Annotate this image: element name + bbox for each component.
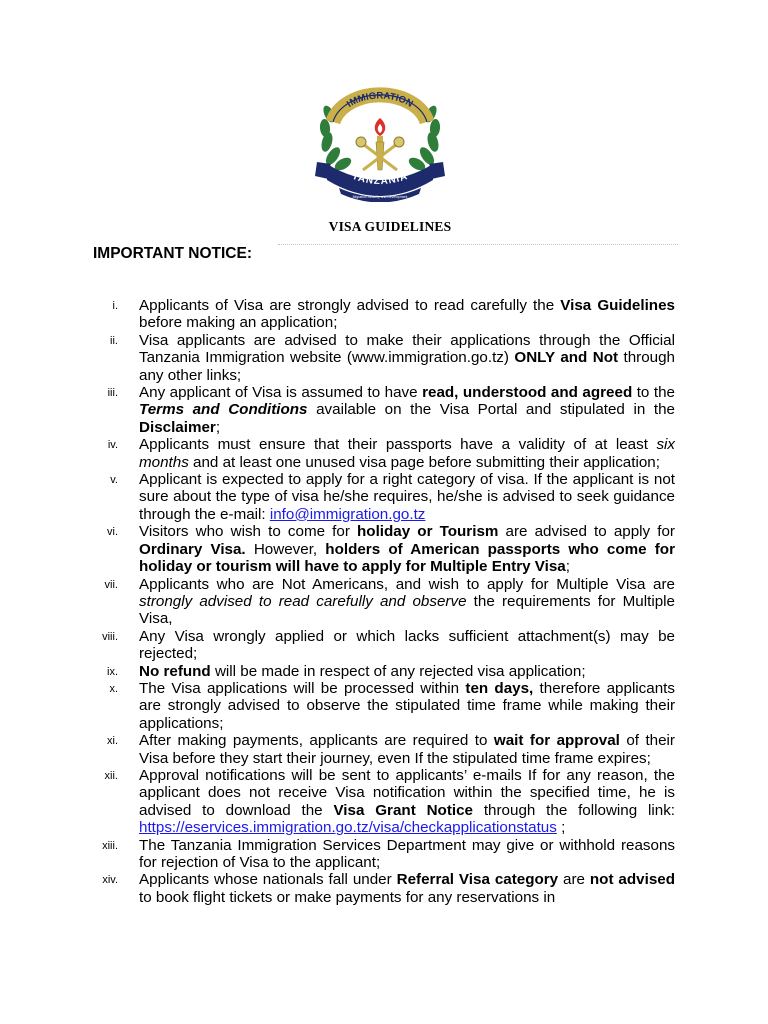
document-title: VISA GUIDELINES: [328, 219, 452, 234]
item-text: [139, 837, 675, 872]
item-marker: xi.: [107, 735, 118, 748]
text-run: are: [558, 871, 590, 889]
guideline-item: [0, 732, 768, 767]
bold-text: Disclaimer: [139, 418, 216, 436]
bold-text: Ordinary Visa.: [139, 540, 246, 558]
item-text: [139, 871, 675, 906]
item-text: [139, 297, 675, 332]
text-run: ;: [556, 819, 566, 837]
bold-text: ONLY and Not: [514, 349, 619, 367]
guideline-item: [0, 628, 768, 663]
italic-text: strongly advised to read carefully and observe: [139, 592, 467, 610]
item-marker: ix.: [107, 665, 118, 678]
text-run: therefore applicants are strongly advised to observe the stipulated time frame while making their applications;: [139, 679, 675, 732]
emblem-banner-text: TANZANIA: [350, 170, 410, 188]
bold-text: No refund: [139, 662, 211, 680]
text-run: will be made in respect of any rejected visa application;: [210, 662, 586, 680]
bold-text: holiday or Tourism: [357, 523, 499, 541]
text-run: and at least one unused visa page before submitting their application;: [188, 453, 660, 471]
text-run: Applicant is expected to apply for a right category of visa. If the applicant is not sure about the type of visa he/she requires, he/she is advised to seek guidance through the e-mail:: [139, 471, 675, 523]
italic-text: six months: [139, 436, 675, 471]
text-run: The Tanzania Immigration Services Department may give or withhold reasons for rejection of Visa to the applicant;: [139, 836, 675, 871]
guideline-item: [0, 663, 768, 680]
text-run: through the following link:: [473, 801, 676, 819]
text-run: to book flight tickets or make payments for any reservations in: [139, 888, 556, 906]
torch-icon: [375, 118, 386, 170]
item-marker: viii.: [102, 630, 118, 643]
text-run: before making an application;: [139, 314, 338, 332]
item-text: [139, 576, 675, 628]
guideline-item: [0, 471, 768, 523]
guideline-item: [0, 837, 768, 872]
text-run: The Visa applications will be processed within: [139, 679, 466, 697]
item-marker: xii.: [104, 769, 118, 782]
text-run: Visitors who wish to come for: [139, 523, 358, 541]
text-run: through any other links;: [139, 349, 675, 384]
item-text: [139, 523, 675, 575]
bold-text: read, understood and agreed: [422, 384, 633, 402]
item-text: [139, 471, 675, 523]
text-run: Visa applicants are advised to make their applications through the Official Tanzania Immigration website (www.immigration.go.tz): [139, 331, 675, 367]
bold-text: Visa Grant Notice: [333, 801, 473, 819]
item-marker: iii.: [107, 387, 118, 400]
guideline-item: [0, 523, 768, 575]
text-run: ;: [215, 418, 221, 436]
notice-heading: IMPORTANT NOTICE:: [93, 245, 253, 262]
item-text: [139, 384, 675, 436]
bold-text: holders of American passports who come for holiday or tourism will have to apply for Multiple Entry Visa: [139, 540, 675, 576]
guideline-item: [0, 297, 768, 332]
item-text: [139, 332, 675, 384]
immigration-tanzania-emblem: [303, 84, 457, 202]
guideline-item: [0, 767, 768, 837]
bold-italic-text: Terms and Conditions: [139, 401, 308, 419]
item-marker: v.: [110, 474, 118, 487]
text-run: Applicants whose nationals fall under: [139, 871, 397, 889]
text-run: to the: [632, 384, 675, 402]
text-run: However,: [245, 540, 326, 558]
bold-text: ten days,: [465, 679, 534, 697]
emblem-motto-text: Migration Security and Development: [352, 195, 408, 199]
item-text: [139, 680, 675, 732]
guideline-item: [0, 436, 768, 471]
text-run: After making payments, applicants are required to: [139, 732, 494, 750]
guideline-item: [0, 332, 768, 384]
text-run: Approval notifications will be sent to applicants’ e-mails If for any reason, the applicant does not receive Visa notification within the specified time, he is advised to download the: [139, 766, 675, 819]
item-marker: iv.: [107, 439, 118, 452]
text-run: available on the Visa Portal and stipulated in the: [307, 401, 675, 419]
title-divider: [278, 244, 678, 245]
emblem-top-text: IMMIGRATION: [344, 90, 415, 110]
item-text: [139, 663, 675, 680]
item-text: [139, 767, 675, 837]
text-run: Applicants who are Not Americans, and wish to apply for Multiple Visa are: [139, 575, 675, 593]
text-run: Applicants must ensure that their passports have a validity of at least: [139, 436, 657, 454]
guidelines-list: [0, 297, 768, 906]
item-marker: x.: [109, 682, 118, 695]
item-text: [139, 436, 675, 471]
bold-text: not advised: [589, 871, 675, 889]
text-run: are advised to apply for: [498, 523, 675, 541]
text-run: Applicants of Visa are strongly advised to read carefully the: [139, 297, 561, 314]
text-run: the requirements for Multiple Visa,: [139, 592, 675, 628]
text-run: ;: [565, 558, 570, 576]
guideline-item: [0, 576, 768, 628]
bold-text: Referral Visa category: [396, 871, 559, 889]
text-run: Any applicant of Visa is assumed to have: [139, 384, 423, 402]
item-marker: i.: [112, 300, 118, 312]
status-check-link[interactable]: https://eservices.immigration.go.tz/visa/checkapplicationstatus: [139, 819, 557, 837]
item-marker: xiii.: [102, 839, 118, 852]
text-run: of their Visa before they start their journey, even If the stipulated time frame expires;: [139, 732, 675, 767]
email-link[interactable]: info@immigration.go.tz: [269, 505, 426, 523]
guideline-item: [0, 871, 768, 906]
item-marker: xiv.: [102, 874, 118, 887]
item-text: [139, 732, 675, 767]
bold-text: wait for approval: [493, 732, 620, 750]
item-marker: vi.: [107, 526, 118, 539]
item-marker: ii.: [110, 334, 118, 347]
emblem-graphic: [303, 84, 457, 202]
guideline-item: [0, 680, 768, 732]
item-text: [139, 628, 675, 663]
guideline-item: [0, 384, 768, 436]
item-marker: vii.: [104, 578, 118, 591]
bold-text: Visa Guidelines: [560, 297, 675, 314]
text-run: Any Visa wrongly applied or which lacks sufficient attachment(s) may be rejected;: [139, 627, 675, 663]
